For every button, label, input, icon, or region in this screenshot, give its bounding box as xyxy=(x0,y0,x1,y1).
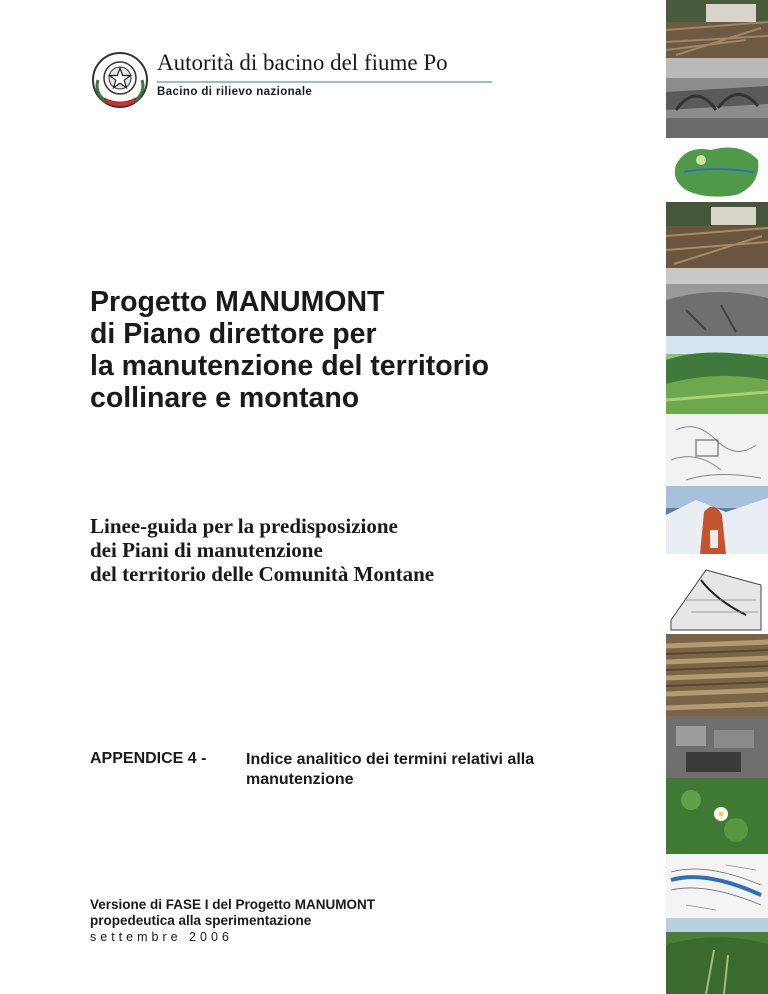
title-line: la manutenzione del territorio xyxy=(90,350,490,382)
guidelines-heading xyxy=(90,514,434,586)
river-debris-photo-2 xyxy=(666,202,768,268)
stream-plan-map xyxy=(666,854,768,918)
appendix-title xyxy=(246,750,534,790)
guidelines-line: dei Piani di manutenzione xyxy=(90,538,323,562)
snowy-mountain-photo xyxy=(666,486,768,554)
timber-logs-photo xyxy=(666,634,768,716)
title-line: di Piano direttore per xyxy=(90,318,377,350)
header-divider xyxy=(157,81,492,83)
italian-republic-emblem-icon xyxy=(90,50,150,110)
authority-subtitle: Bacino di rilievo nazionale xyxy=(157,86,313,98)
authority-name: Autorità di bacino del fiume Po xyxy=(157,50,448,75)
version-line: propedeutica alla sperimentazione xyxy=(90,913,312,928)
forest-slope-photo xyxy=(666,918,768,994)
topographic-map xyxy=(666,414,768,486)
po-basin-map xyxy=(666,138,768,202)
appendix-line: Indice analitico dei termini relativi alla xyxy=(246,751,535,768)
version-block xyxy=(90,897,375,945)
stone-wall-photo xyxy=(666,716,768,778)
photo-strip xyxy=(666,0,768,994)
eroded-hillside-photo xyxy=(666,268,768,336)
title-line: Progetto MANUMONT xyxy=(90,286,385,318)
river-debris-photo xyxy=(666,0,768,58)
strawberry-plant-photo xyxy=(666,778,768,854)
stone-bridge-photo xyxy=(666,58,768,138)
guidelines-line: del territorio delle Comunità Montane xyxy=(90,562,435,586)
green-hills-photo xyxy=(666,336,768,414)
version-line: Versione di FASE I del Progetto MANUMONT xyxy=(90,897,376,912)
title-line: collinare e montano xyxy=(90,382,360,414)
appendix-label: APPENDICE 4 - xyxy=(90,750,207,767)
guidelines-line: Linee-guida per la predisposizione xyxy=(90,514,398,538)
document-title xyxy=(90,286,590,414)
version-date: settembre 2006 xyxy=(90,930,233,944)
appendix-line: manutenzione xyxy=(246,771,354,788)
slope-diagram xyxy=(666,554,768,634)
